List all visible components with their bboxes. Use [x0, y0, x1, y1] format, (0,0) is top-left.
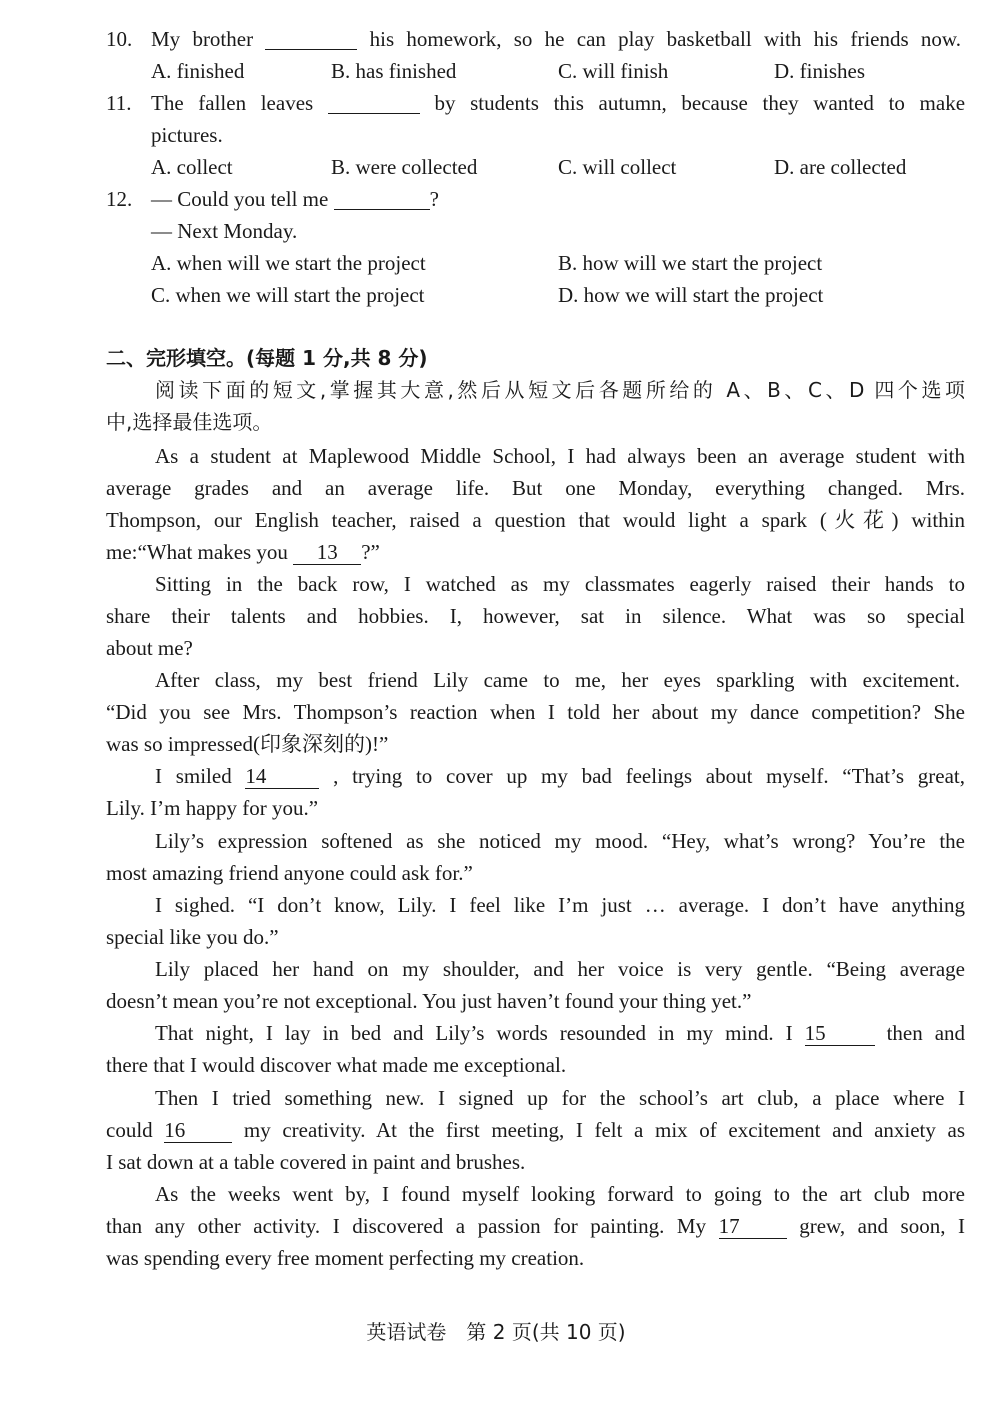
passage-p6-line-1: I sighed. “I don’t know, Lily. I feel like I’m just … average. I don’t have anything — [155, 893, 965, 917]
q11-option-b: B. were collected — [331, 155, 478, 179]
passage-p1-line-3: Thompson, our English teacher, raised a question that would light a spark (火花) within — [106, 508, 965, 532]
question-10-stem — [151, 24, 961, 54]
q10-option-d: D. finishes — [774, 59, 865, 83]
p4-text-after-blank: , trying to cover up my bad feelings about myself. “That’s great, — [333, 764, 966, 788]
section-2-title: 二、完形填空。(每题 1 分,共 8 分) — [106, 346, 428, 370]
passage-p1-line-1: As a student at Maplewood Middle School, I had always been an average student with — [155, 444, 965, 468]
passage-p1-line-2: average grades and an average life. But one Monday, everything changed. Mrs. — [106, 476, 965, 500]
p10-text-before-blank: than any other activity. I discovered a passion for painting. My — [106, 1214, 707, 1238]
p1-text-after-blank: ?” — [361, 540, 380, 564]
question-12-number: 12. — [106, 187, 133, 211]
p1-text-before-blank: me:“What makes you — [106, 540, 288, 564]
q11-stem-continued: pictures. — [151, 123, 223, 147]
passage-p3-line-3: was so impressed(印象深刻的)!” — [106, 732, 389, 756]
passage-p5-line-1: Lily’s expression softened as she noticed my mood. “Hey, what’s wrong? You’re the — [155, 829, 965, 853]
p10-text-after-blank: grew, and soon, I — [799, 1214, 965, 1238]
question-11-number: 11. — [106, 91, 132, 115]
passage-p8-line-1 — [155, 1018, 965, 1048]
passage-p4-line-1 — [155, 761, 965, 791]
q11-option-c: C. will collect — [558, 155, 677, 179]
q12-option-d: D. how we will start the project — [558, 283, 824, 307]
passage-p3-line-1: After class, my best friend Lily came to me, her eyes sparkling with excitement. — [155, 668, 960, 692]
passage-p9-line-2 — [106, 1115, 965, 1145]
passage-p1-line-4 — [106, 537, 380, 567]
question-12-stem — [151, 184, 439, 214]
q12-option-c: C. when we will start the project — [151, 283, 425, 307]
q12-answer-line: — Next Monday. — [151, 219, 298, 243]
passage-p7-line-2: doesn’t mean you’re not exceptional. You just haven’t found your thing yet.” — [106, 989, 752, 1013]
question-10-number: 10. — [106, 27, 133, 51]
q12-option-a: A. when will we start the project — [151, 251, 426, 275]
cloze-blank-15: 15 — [805, 1021, 875, 1046]
passage-p10-line-3: was spending every free moment perfecting my creation. — [106, 1246, 585, 1270]
passage-p7-line-1: Lily placed her hand on my shoulder, and her voice is very gentle. “Being average — [155, 957, 965, 981]
q10-option-b: B. has finished — [331, 59, 457, 83]
q10-option-a: A. finished — [151, 59, 245, 83]
q10-text-before: My brother — [151, 27, 254, 51]
cloze-blank-17: 17 — [719, 1214, 787, 1239]
answer-blank — [334, 187, 430, 210]
passage-p3-line-2: “Did you see Mrs. Thompson’s reaction when I told her about my dance competition? She — [106, 700, 965, 724]
q12-text-before: — Could you tell me — [151, 187, 329, 211]
cloze-blank-13: 13 — [293, 540, 361, 565]
cloze-blank-14: 14 — [245, 764, 319, 789]
passage-p6-line-2: special like you do.” — [106, 925, 279, 949]
passage-p2-line-1: Sitting in the back row, I watched as my classmates eagerly raised their hands to — [155, 572, 965, 596]
p9-text-after-blank: my creativity. At the first meeting, I felt a mix of excitement and anxiety as — [243, 1118, 965, 1142]
passage-p9-line-1: Then I tried something new. I signed up for the school’s art club, a place where I — [155, 1086, 965, 1110]
p8-text-before-blank: That night, I lay in bed and Lily’s words resounded in my mind. I — [155, 1021, 793, 1045]
q11-text-before: The fallen leaves — [151, 91, 314, 115]
q11-text-after: by students this autumn, because they wanted to make — [434, 91, 966, 115]
q11-option-a: A. collect — [151, 155, 233, 179]
p4-text-before-blank: I smiled — [155, 764, 232, 788]
p9-text-before-blank: could — [106, 1118, 153, 1142]
q12-option-b: B. how will we start the project — [558, 251, 823, 275]
page-footer: 英语试卷 第 2 页(共 10 页) — [366, 1320, 626, 1344]
q10-text-after: his homework, so he can play basketball with his friends now. — [369, 27, 961, 51]
q10-option-c: C. will finish — [558, 59, 669, 83]
passage-p8-line-2: there that I would discover what made me exceptional. — [106, 1053, 567, 1077]
section-2-instruction-line-2: 中,选择最佳选项。 — [106, 410, 273, 434]
q12-question-mark: ? — [429, 187, 439, 211]
question-11-stem — [151, 88, 965, 118]
q11-option-d: D. are collected — [774, 155, 907, 179]
passage-p9-line-3: I sat down at a table covered in paint and brushes. — [106, 1150, 526, 1174]
section-2-instruction-line-1: 阅读下面的短文,掌握其大意,然后从短文后各题所给的 A、B、C、D 四个选项 — [155, 378, 965, 402]
passage-p10-line-2 — [106, 1211, 965, 1241]
passage-p2-line-3: about me? — [106, 636, 193, 660]
passage-p2-line-2: share their talents and hobbies. I, however, sat in silence. What was so special — [106, 604, 965, 628]
cloze-blank-16: 16 — [164, 1118, 232, 1143]
answer-blank — [328, 91, 420, 114]
passage-p4-line-2: Lily. I’m happy for you.” — [106, 796, 319, 820]
p8-text-after-blank: then and — [886, 1021, 966, 1045]
passage-p10-line-1: As the weeks went by, I found myself looking forward to going to the art club more — [155, 1182, 965, 1206]
answer-blank — [265, 27, 357, 50]
passage-p5-line-2: most amazing friend anyone could ask for.” — [106, 861, 473, 885]
